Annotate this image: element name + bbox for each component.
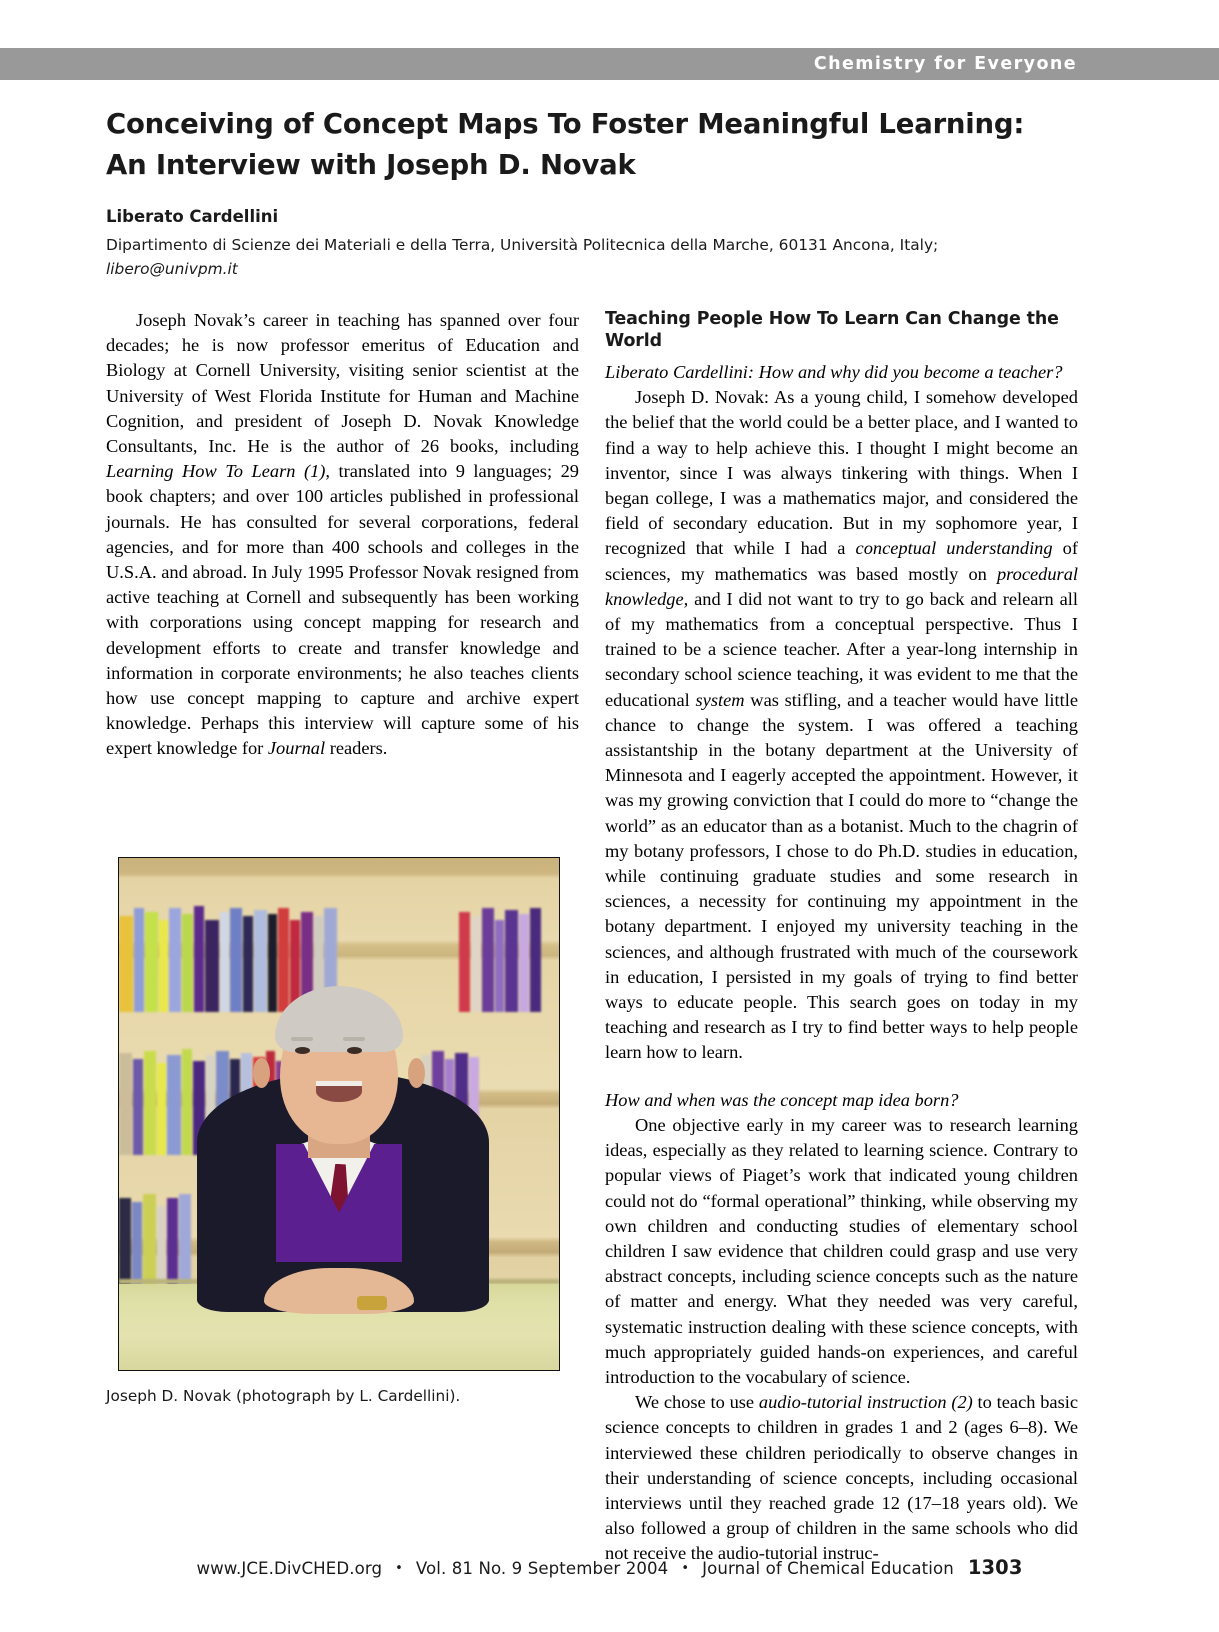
answer-1-italic-1: conceptual understanding xyxy=(855,538,1053,559)
left-column xyxy=(106,308,579,1405)
figure-caption: Joseph D. Novak (photograph by L. Cardellini). xyxy=(106,1387,461,1405)
intro-italic-journal: Journal xyxy=(267,738,326,759)
footer-issue: Vol. 81 No. 9 September 2004 xyxy=(415,1559,669,1578)
figure-photograph xyxy=(106,857,558,1405)
answer-1-part-c: and I did not want to try to go back and relearn all of my mathematics from a conceptual perspective. Thus I trained to be a science teacher. After a year-long internship in secondary school science teaching, it was evident to me that the educational xyxy=(605,588,1078,710)
page-content xyxy=(106,0,1106,1632)
subject-wristwatch xyxy=(357,1296,387,1310)
answer-1-part-b: of sciences, my mathematics was based mostly on xyxy=(605,538,1078,584)
paragraph-spacer xyxy=(605,1066,1078,1088)
interview-answer-3 xyxy=(605,1390,1078,1566)
subject-mouth xyxy=(316,1081,362,1102)
footer-page-number: 1303 xyxy=(967,1556,1023,1579)
footer-separator-2: • xyxy=(681,1561,690,1576)
photograph-image xyxy=(118,857,560,1371)
author-email[interactable]: libero@univpm.it xyxy=(106,260,238,278)
right-column xyxy=(605,308,1078,1567)
interview-question-2: How and when was the concept map idea born? xyxy=(605,1089,959,1110)
answer-1-part-d: was stifling, and a teacher would have little chance to change the system. I was offered a teaching assistantship in the botany department at the University of Minnesota and I eagerly accepted the appointment. However, it was my growing conviction that I could do more to “change the world” as an educator than as a botanist. Much to the chagrin of my botany professors, I chose to do Ph.D. studies in education, while continuing graduate studies and some research in sciences, a necessity for continuing my appointment in the botany department. I enjoyed my university teaching in the sciences, and although frustrated with much of the coursework in education, I persisted in my goals of trying to find better ways to educate people. This search goes on today in my teaching and research as I try to find better ways to help people learn how to learn. xyxy=(605,689,1079,1063)
answer-1-italic-3: system xyxy=(695,689,745,710)
interview-answer-1 xyxy=(605,385,1078,1065)
author-name: Liberato Cardellini xyxy=(106,207,279,226)
section-heading: Teaching People How To Learn Can Change the World xyxy=(605,309,1059,351)
intro-text-part-3: readers. xyxy=(325,738,388,759)
subject-eyebrow-left xyxy=(291,1037,313,1041)
answer-3-italic-1: audio-tutorial instruction (2) xyxy=(758,1392,973,1413)
title-line-2: An Interview with Joseph D. Novak xyxy=(106,149,636,181)
subject-eye-left xyxy=(295,1047,310,1054)
interview-question-1: Liberato Cardellini: How and why did you become a teacher? xyxy=(605,362,1063,382)
answer-1-italic-2: procedural knowledge, xyxy=(605,563,1078,609)
intro-text-part-2: translated into 9 languages; 29 book chapters; and over 100 articles published in professional journals. He has consulted for several corporations, federal agencies, and for more than 400 schools and colleges in the U.S.A. and abroad. In July 1995 Professor Novak resigned from active teaching at Cornell and subsequently has been working with corporations using concept mapping for research and development efforts to create and transfer knowledge and information in corporate environments; he also teaches clients how use concept mapping to capture and archive expert knowledge. Perhaps this interview will capture some of his expert knowledge for xyxy=(106,461,579,759)
answer-3-part-a: We chose to use xyxy=(635,1392,759,1413)
footer-website[interactable]: www.JCE.DivCHED.org xyxy=(196,1559,383,1578)
subject-ear-right xyxy=(408,1058,425,1088)
author-affiliation xyxy=(106,233,1036,281)
interview-answer-2: One objective early in my career was to research learning ideas, especially as they related to learning science. Contrary to popular views of Piaget’s work that indicated young children could not do “formal operational” thinking, while observing my own children and conducting studies of elementary school children I saw evidence that children could grasp and use very abstract concepts, including science concepts such as the nature of matter and energy. What they needed was very careful, systematic instruction dealing with these science concepts, with much appropriately guided hands-on experiences, and careful introduction to the vocabulary of science. xyxy=(605,1114,1078,1387)
subject-ear-left xyxy=(253,1058,270,1088)
page-footer xyxy=(0,1556,1219,1579)
answer-3-part-b: to teach basic science concepts to children in grades 1 and 2 (ages 6–8). We interviewed these children periodically to observe changes in their understanding of science concepts, including occasional interviews until they reached grade 12 (17–18 years old). We also followed a group of children in the same schools who did not receive the audio-tutorial instruc- xyxy=(605,1392,1079,1564)
subject-eyebrow-right xyxy=(343,1037,365,1041)
intro-paragraph xyxy=(106,308,579,762)
affiliation-text: Dipartimento di Scienze dei Materiali e della Terra, Università Politecnica della Marche, 60131 Ancona, Italy; xyxy=(106,236,939,254)
page-title xyxy=(106,104,1066,186)
title-line-1: Conceiving of Concept Maps To Foster Meaningful Learning: xyxy=(106,108,1025,140)
running-head-label: Chemistry for Everyone xyxy=(813,54,1077,74)
intro-italic-book-title: Learning How To Learn (1), xyxy=(106,461,331,482)
intro-text-part-1: Joseph Novak’s career in teaching has spanned over four decades; he is now professor emeritus of Education and Biology at Cornell University, visiting senior scientist at the University of West Florida Institute for Human and Machine Cognition, and president of Joseph D. Novak Knowledge Consultants, Inc. He is the author of 26 books, including xyxy=(106,310,579,457)
footer-separator-1: • xyxy=(395,1561,403,1576)
footer-journal-name: Journal of Chemical Education xyxy=(702,1559,954,1578)
answer-1-part-a: Joseph D. Novak: As a young child, I somehow developed the belief that the world could be a better place, and I wanted to find a way to help achieve this. I thought I might become an inventor, since I was always tinkering with things. When I began college, I was a mathematics major, and considered the field of secondary education. But in my sophomore year, I recognized that while I had a xyxy=(605,387,1078,559)
subject-eye-right xyxy=(347,1047,362,1054)
